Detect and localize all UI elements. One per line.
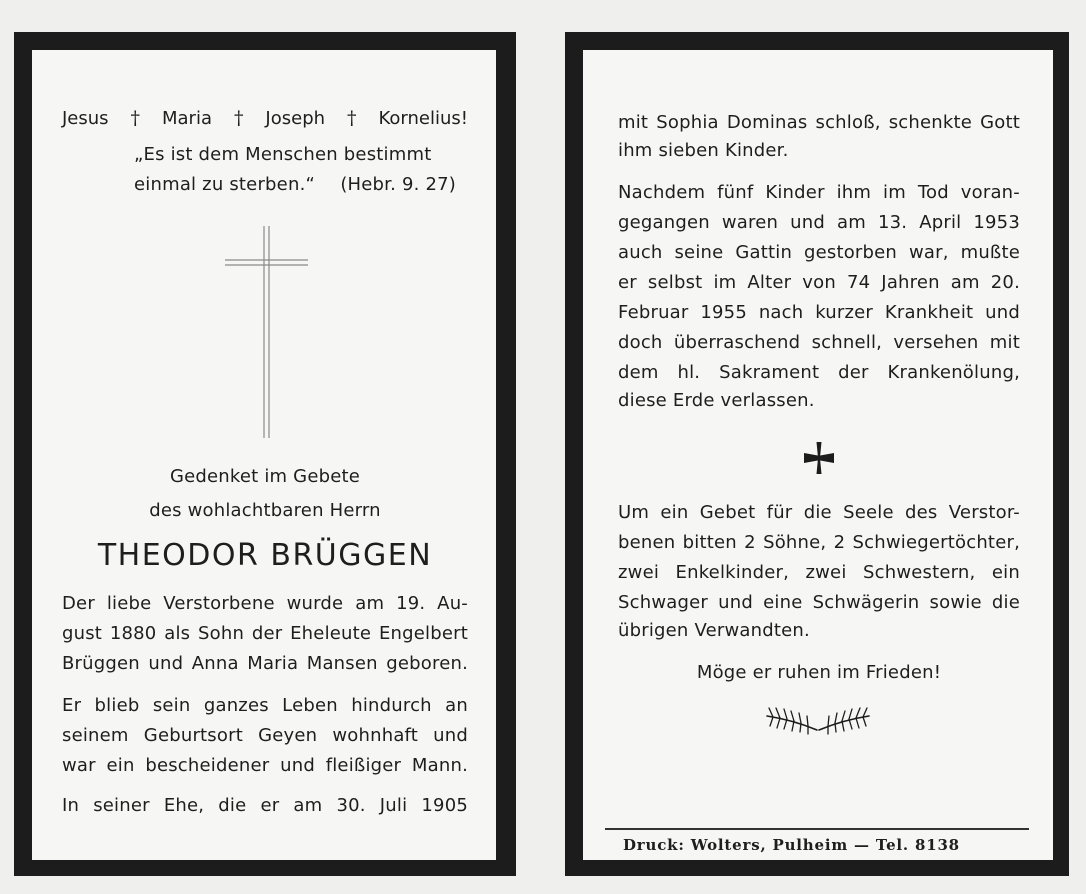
- text-line: dem hl. Sakrament der Krankenölung,: [618, 362, 1020, 383]
- text-line: diese Erde verlassen.: [618, 390, 815, 411]
- right-card-inner: [583, 50, 1053, 860]
- header-word-joseph: Joseph: [265, 107, 326, 129]
- left-card: [14, 32, 516, 876]
- printer-imprint: Druck: Wolters, Pulheim — Tel. 8138: [623, 836, 960, 854]
- text-line: Nachdem fünf Kinder ihm im Tod voran-: [618, 182, 1020, 203]
- quote-line-2: [134, 174, 456, 196]
- cross-icon: [222, 224, 312, 440]
- bio-line: war ein bescheidener und fleißiger Mann.: [62, 755, 468, 776]
- text-line: Um ein Gebet für die Seele des Verstor-: [618, 502, 1020, 523]
- invocation-header: [62, 106, 468, 130]
- bio-line: gust 1880 als Sohn der Eheleute Engelbert: [62, 623, 468, 644]
- bio-line: Brüggen und Anna Maria Mansen geboren.: [62, 653, 468, 674]
- text-line: Februar 1955 nach kurzer Krankheit und: [618, 302, 1020, 323]
- text-line: übrigen Verwandten.: [618, 620, 810, 641]
- bio-line: Er blieb sein ganzes Leben hindurch an: [62, 695, 468, 716]
- cross-pattee-icon: [801, 440, 837, 476]
- header-word-jesus: Jesus: [62, 107, 109, 129]
- bio-line: In seiner Ehe, die er am 30. Juli 1905: [62, 795, 468, 816]
- quote-line-1: „Es ist dem Menschen bestimmt: [134, 144, 432, 165]
- left-card-inner: [32, 50, 496, 860]
- text-line: er selbst im Alter von 74 Jahren am 20.: [618, 272, 1020, 293]
- dagger-icon: †: [130, 107, 141, 129]
- text-line: auch seine Gattin gestorben war, mußte: [618, 242, 1020, 263]
- bio-line: seinem Geburtsort Geyen wohnhaft und: [62, 725, 468, 746]
- quote-reference: (Hebr. 9. 27): [340, 174, 456, 195]
- intro-line-1: Gedenket im Gebete: [169, 466, 361, 487]
- text-line: mit Sophia Dominas schloß, schenkte Gott: [618, 112, 1020, 133]
- closing-line: Möge er ruhen im Frieden!: [696, 662, 942, 683]
- text-line: gegangen waren und am 13. April 1953: [618, 212, 1020, 233]
- header-word-kornelius: Kornelius!: [378, 107, 468, 129]
- palm-branches-icon: [763, 700, 873, 736]
- right-card: [565, 32, 1069, 876]
- text-line: Schwager und eine Schwägerin sowie die: [618, 592, 1020, 613]
- bio-line: Der liebe Verstorbene wurde am 19. Au-: [62, 593, 468, 614]
- text-line: doch überraschend schnell, versehen mit: [618, 332, 1020, 353]
- dagger-icon: †: [347, 107, 357, 129]
- intro-line-2: des wohlachtbaren Herrn: [149, 500, 381, 521]
- footer-divider: [605, 828, 1029, 830]
- text-line: benen bitten 2 Söhne, 2 Schwiegertöchter,: [618, 532, 1020, 553]
- quote-text: einmal zu sterben.“: [134, 174, 316, 195]
- text-line: ihm sieben Kinder.: [618, 140, 789, 161]
- deceased-name: THEODOR BRÜGGEN: [97, 538, 433, 573]
- header-word-maria: Maria: [161, 107, 212, 129]
- text-line: zwei Enkelkinder, zwei Schwestern, ein: [618, 562, 1020, 583]
- dagger-icon: †: [233, 107, 244, 129]
